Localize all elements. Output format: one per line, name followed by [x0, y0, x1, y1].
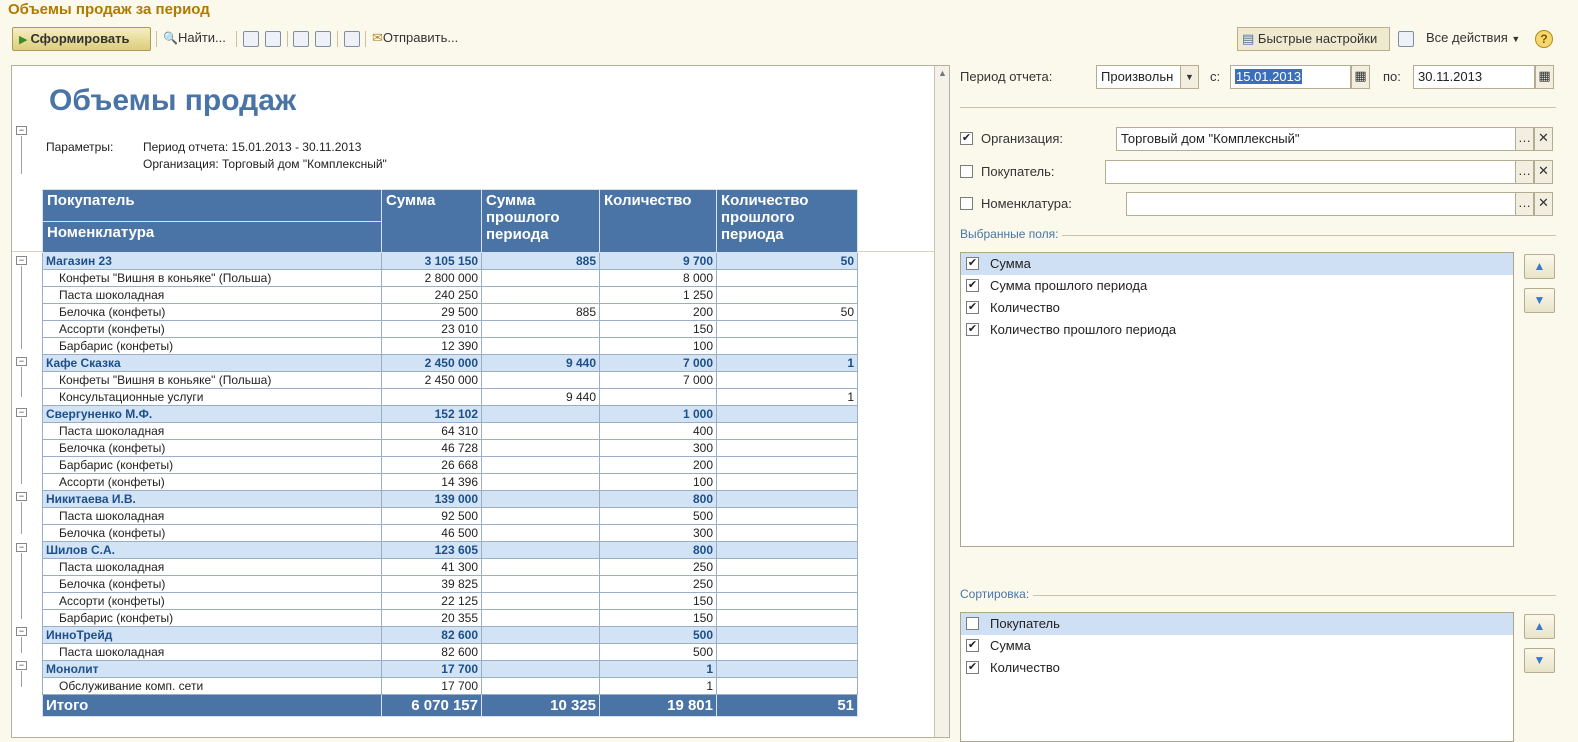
- gutter-line: [21, 266, 22, 349]
- selected-fields-list: [960, 252, 1514, 547]
- cell-qty-prev[interactable]: 1: [717, 389, 858, 406]
- cell-sum[interactable]: 152 102: [382, 406, 482, 423]
- cell-qty[interactable]: 9 700: [600, 253, 717, 270]
- toolbar-separator: [236, 31, 237, 47]
- cell-name[interactable]: Монолит: [43, 661, 382, 678]
- sort-field-row[interactable]: [961, 613, 1513, 635]
- cell-qty-prev[interactable]: [717, 406, 858, 423]
- collapse-header-icon[interactable]: −: [16, 126, 27, 135]
- selected-field-checkbox[interactable]: ✔: [967, 301, 978, 313]
- cell-qty[interactable]: 7 000: [600, 355, 717, 372]
- param-period: Период отчета: 15.01.2013 - 30.11.2013: [143, 140, 362, 154]
- save-icon[interactable]: [344, 31, 360, 47]
- cell-sum[interactable]: 29 500: [382, 304, 482, 321]
- detail-row[interactable]: [43, 593, 858, 610]
- buyer-checkbox[interactable]: [960, 165, 973, 178]
- group-row[interactable]: [43, 627, 858, 644]
- collapse-group-icon[interactable]: −: [16, 627, 27, 636]
- gutter-line: [21, 136, 22, 174]
- cell-qty[interactable]: 300: [600, 525, 717, 542]
- report-panel: [11, 65, 950, 738]
- col-header-sum-prev[interactable]: Сумма прошлого периода: [482, 190, 600, 253]
- buyer-clear-icon[interactable]: ✕: [1534, 160, 1553, 184]
- cell-qty[interactable]: 250: [600, 576, 717, 593]
- col-header-qty[interactable]: Количество: [600, 190, 717, 253]
- cell-qty[interactable]: 8 000: [600, 270, 717, 287]
- buyer-input[interactable]: [1105, 160, 1516, 184]
- detail-row[interactable]: [43, 457, 858, 474]
- cell-sum-prev[interactable]: [482, 576, 600, 593]
- cell-qty-prev[interactable]: [717, 644, 858, 661]
- cell-sum[interactable]: 2 450 000: [382, 372, 482, 389]
- org-checkbox[interactable]: ✔: [961, 132, 972, 144]
- params-label: Параметры:: [46, 140, 114, 154]
- detail-row[interactable]: [43, 508, 858, 525]
- detail-row[interactable]: [43, 423, 858, 440]
- cell-qty-prev[interactable]: [717, 661, 858, 678]
- cell-sum[interactable]: 39 825: [382, 576, 482, 593]
- cell-name[interactable]: Ассорти (конфеты): [43, 474, 382, 491]
- cell-sum-prev[interactable]: [482, 440, 600, 457]
- print-preview-icon[interactable]: [315, 31, 331, 47]
- cell-sum-prev[interactable]: [482, 644, 600, 661]
- cell-qty[interactable]: 800: [600, 491, 717, 508]
- sort-field-checkbox[interactable]: ✔: [967, 639, 978, 651]
- generate-button[interactable]: ▶ Сформировать: [12, 27, 151, 51]
- buyer-select-button[interactable]: …: [1515, 160, 1534, 184]
- cell-sum[interactable]: 22 125: [382, 593, 482, 610]
- sort-field-label: Сумма: [990, 638, 1031, 653]
- detail-row[interactable]: [43, 270, 858, 287]
- cell-qty[interactable]: 150: [600, 610, 717, 627]
- cell-name[interactable]: Паста шоколадная: [43, 559, 382, 576]
- section-divider: [960, 595, 1556, 596]
- org-clear-icon[interactable]: ✕: [1534, 127, 1553, 151]
- selected-field-checkbox[interactable]: ✔: [967, 257, 978, 269]
- toolbar-separator: [287, 31, 288, 47]
- cell-sum[interactable]: 17 700: [382, 678, 482, 695]
- cell-sum-prev[interactable]: 9 440: [482, 389, 600, 406]
- from-calendar-icon[interactable]: ▦: [1351, 65, 1370, 89]
- col-header-sum[interactable]: Сумма: [382, 190, 482, 253]
- cell-sum[interactable]: 17 700: [382, 661, 482, 678]
- selected-field-label: Количество: [990, 300, 1060, 315]
- cell-qty-prev[interactable]: 50: [717, 253, 858, 270]
- gutter-line: [21, 637, 22, 653]
- total-qty: 19 801: [600, 695, 717, 717]
- cell-qty-prev[interactable]: [717, 372, 858, 389]
- cell-name[interactable]: Свергуненко М.Ф.: [43, 406, 382, 423]
- cell-qty-prev[interactable]: [717, 440, 858, 457]
- all-actions-menu[interactable]: Все действия ▼: [1426, 30, 1521, 45]
- cell-name[interactable]: Кафе Сказка: [43, 355, 382, 372]
- to-date-input[interactable]: 30.11.2013: [1413, 65, 1535, 89]
- group-row[interactable]: [43, 542, 858, 559]
- collapse-group-icon[interactable]: −: [16, 492, 27, 501]
- cell-sum[interactable]: 12 390: [382, 338, 482, 355]
- collapse-group-icon[interactable]: −: [16, 408, 27, 417]
- cell-qty-prev[interactable]: [717, 678, 858, 695]
- cell-sum[interactable]: 20 355: [382, 610, 482, 627]
- selected-field-row[interactable]: [961, 297, 1513, 319]
- cell-qty[interactable]: 7 000: [600, 372, 717, 389]
- cell-sum-prev[interactable]: [482, 406, 600, 423]
- cell-qty-prev[interactable]: [717, 270, 858, 287]
- cell-qty-prev[interactable]: 1: [717, 355, 858, 372]
- cell-qty[interactable]: 500: [600, 644, 717, 661]
- cell-name[interactable]: Барбарис (конфеты): [43, 338, 382, 355]
- nomenclature-clear-icon[interactable]: ✕: [1534, 192, 1553, 216]
- collapse-group-icon[interactable]: −: [16, 661, 27, 670]
- cell-sum[interactable]: 2 450 000: [382, 355, 482, 372]
- detail-row[interactable]: [43, 321, 858, 338]
- nomenclature-label: Номенклатура:: [981, 196, 1072, 211]
- cell-qty[interactable]: 1: [600, 661, 717, 678]
- cell-qty-prev[interactable]: [717, 321, 858, 338]
- to-label: по:: [1383, 69, 1401, 84]
- detail-row[interactable]: [43, 525, 858, 542]
- cell-name[interactable]: Белочка (конфеты): [43, 525, 382, 542]
- cell-name[interactable]: Белочка (конфеты): [43, 440, 382, 457]
- cell-sum-prev[interactable]: [482, 627, 600, 644]
- toolbar-separator: [365, 31, 366, 47]
- cell-name[interactable]: Паста шоколадная: [43, 644, 382, 661]
- cell-qty[interactable]: 100: [600, 474, 717, 491]
- cell-sum[interactable]: 46 500: [382, 525, 482, 542]
- cell-sum[interactable]: 92 500: [382, 508, 482, 525]
- sort-move-up-icon[interactable]: ▲: [1524, 614, 1555, 639]
- help-icon[interactable]: ?: [1535, 30, 1553, 48]
- cell-name[interactable]: Ассорти (конфеты): [43, 321, 382, 338]
- cell-sum-prev[interactable]: [482, 610, 600, 627]
- cell-name[interactable]: Обслуживание комп. сети: [43, 678, 382, 695]
- gutter-line: [21, 671, 22, 687]
- play-icon: ▶: [19, 34, 28, 46]
- cell-sum-prev[interactable]: [482, 525, 600, 542]
- toolbar: [0, 26, 1578, 52]
- sort-field-checkbox[interactable]: ✔: [967, 661, 978, 673]
- col-header-nomenclature[interactable]: Номенклатура: [43, 222, 382, 253]
- group-row[interactable]: [43, 406, 858, 423]
- field-move-down-icon[interactable]: ▼: [1524, 288, 1555, 313]
- cell-qty[interactable]: 800: [600, 542, 717, 559]
- to-calendar-icon[interactable]: ▦: [1535, 65, 1554, 89]
- collapse-group-icon[interactable]: −: [16, 543, 27, 552]
- cell-qty[interactable]: 300: [600, 440, 717, 457]
- cell-qty[interactable]: 150: [600, 593, 717, 610]
- cell-qty[interactable]: 100: [600, 338, 717, 355]
- collapse-group-icon[interactable]: −: [16, 256, 27, 265]
- cell-name[interactable]: Белочка (конфеты): [43, 304, 382, 321]
- org-label: Организация:: [981, 131, 1064, 146]
- selected-field-row[interactable]: [961, 319, 1513, 341]
- cell-sum-prev[interactable]: [482, 287, 600, 304]
- selected-fields-title: Выбранные поля:: [960, 227, 1062, 241]
- detail-row[interactable]: [43, 610, 858, 627]
- cell-name[interactable]: Паста шоколадная: [43, 423, 382, 440]
- cell-qty[interactable]: 1: [600, 678, 717, 695]
- cell-name[interactable]: Паста шоколадная: [43, 508, 382, 525]
- cell-name[interactable]: Шилов С.А.: [43, 542, 382, 559]
- sort-fields-list: [960, 612, 1514, 742]
- param-organization: Организация: Торговый дом "Комплексный": [143, 157, 387, 171]
- cell-sum-prev[interactable]: 9 440: [482, 355, 600, 372]
- detail-row[interactable]: [43, 372, 858, 389]
- selected-field-label: Количество прошлого периода: [990, 322, 1177, 337]
- sort-field-label: Количество: [990, 660, 1060, 675]
- cell-qty-prev[interactable]: [717, 559, 858, 576]
- cell-sum[interactable]: 23 010: [382, 321, 482, 338]
- cell-sum[interactable]: 46 728: [382, 440, 482, 457]
- nomenclature-checkbox[interactable]: [960, 197, 973, 210]
- cell-sum[interactable]: 82 600: [382, 644, 482, 661]
- org-select-button[interactable]: …: [1515, 127, 1534, 151]
- cell-sum-prev[interactable]: [482, 321, 600, 338]
- total-label: Итого: [43, 695, 382, 717]
- cell-qty[interactable]: 500: [600, 508, 717, 525]
- cell-name[interactable]: Конфеты "Вишня в коньяке" (Польша): [43, 270, 382, 287]
- cell-qty[interactable]: 250: [600, 559, 717, 576]
- cell-sum-prev[interactable]: 885: [482, 253, 600, 270]
- cell-qty-prev[interactable]: [717, 287, 858, 304]
- print-icon[interactable]: [293, 31, 309, 47]
- selected-field-checkbox[interactable]: ✔: [967, 279, 978, 291]
- sort-field-row[interactable]: [961, 635, 1513, 657]
- quick-settings-button[interactable]: ▤ Быстрые настройки: [1237, 27, 1390, 51]
- detail-row[interactable]: [43, 389, 858, 406]
- report-settings-icon[interactable]: [1398, 31, 1414, 47]
- cell-sum[interactable]: [382, 389, 482, 406]
- sort-move-down-icon[interactable]: ▼: [1524, 648, 1555, 673]
- cell-name[interactable]: ИнноТрейд: [43, 627, 382, 644]
- detail-row[interactable]: [43, 304, 858, 321]
- cell-qty-prev[interactable]: [717, 491, 858, 508]
- period-type-dropdown[interactable]: [1180, 65, 1199, 89]
- cell-sum[interactable]: 2 800 000: [382, 270, 482, 287]
- sort-title: Сортировка:: [960, 587, 1033, 601]
- cell-qty-prev[interactable]: [717, 525, 858, 542]
- gutter-line: [21, 418, 22, 484]
- org-input[interactable]: Торговый дом "Комплексный": [1116, 127, 1516, 151]
- cell-sum-prev[interactable]: [482, 559, 600, 576]
- scroll-up-icon[interactable]: ▲: [938, 68, 947, 78]
- cell-sum[interactable]: 41 300: [382, 559, 482, 576]
- detail-row[interactable]: [43, 338, 858, 355]
- col-header-buyer[interactable]: Покупатель: [43, 190, 382, 222]
- envelope-icon: ✉: [372, 30, 383, 45]
- section-divider: [960, 107, 1556, 108]
- total-row: [43, 695, 858, 717]
- cell-name[interactable]: Магазин 23: [43, 253, 382, 270]
- group-row[interactable]: [43, 661, 858, 678]
- cell-name[interactable]: Барбарис (конфеты): [43, 457, 382, 474]
- sort-field-label: Покупатель: [990, 616, 1060, 631]
- cell-qty-prev[interactable]: [717, 593, 858, 610]
- cell-qty-prev[interactable]: [717, 508, 858, 525]
- report-table: [42, 189, 858, 717]
- cell-qty[interactable]: [600, 389, 717, 406]
- total-qty-prev: 51: [717, 695, 858, 717]
- cell-qty[interactable]: 400: [600, 423, 717, 440]
- field-move-up-icon[interactable]: ▲: [1524, 254, 1555, 279]
- cell-sum-prev[interactable]: [482, 338, 600, 355]
- settings-panel-icon: ▤: [1242, 31, 1255, 46]
- cell-qty[interactable]: 200: [600, 457, 717, 474]
- window-title: Объемы продаж за период: [8, 1, 210, 18]
- collapse-groups-icon[interactable]: [265, 31, 281, 47]
- selected-field-label: Сумма: [990, 256, 1031, 271]
- toolbar-separator: [337, 31, 338, 47]
- gutter-line: [21, 502, 22, 534]
- cell-qty-prev[interactable]: [717, 542, 858, 559]
- cell-qty-prev[interactable]: [717, 423, 858, 440]
- cell-sum-prev[interactable]: [482, 508, 600, 525]
- buyer-label: Покупатель:: [981, 164, 1055, 179]
- send-button[interactable]: ✉Отправить...: [372, 30, 459, 45]
- detail-row[interactable]: [43, 287, 858, 304]
- cell-sum[interactable]: 82 600: [382, 627, 482, 644]
- cell-name[interactable]: Никитаева И.В.: [43, 491, 382, 508]
- selected-field-row[interactable]: [961, 275, 1513, 297]
- group-row[interactable]: [43, 491, 858, 508]
- chevron-down-icon: ▼: [1511, 34, 1521, 44]
- cell-sum-prev[interactable]: [482, 423, 600, 440]
- cell-name[interactable]: Ассорти (конфеты): [43, 593, 382, 610]
- cell-qty[interactable]: 500: [600, 627, 717, 644]
- from-date-input[interactable]: 15.01.2013: [1230, 65, 1351, 89]
- detail-row[interactable]: [43, 678, 858, 695]
- detail-row[interactable]: [43, 474, 858, 491]
- cell-qty-prev[interactable]: [717, 627, 858, 644]
- report-scrollbar[interactable]: [934, 66, 950, 737]
- total-sum-prev: 10 325: [482, 695, 600, 717]
- nomenclature-select-button[interactable]: …: [1515, 192, 1534, 216]
- cell-sum-prev[interactable]: [482, 491, 600, 508]
- toolbar-separator: [156, 31, 157, 47]
- selected-field-row[interactable]: [961, 253, 1513, 275]
- cell-qty-prev[interactable]: [717, 610, 858, 627]
- cell-sum-prev[interactable]: [482, 542, 600, 559]
- find-button[interactable]: 🔍Найти...: [163, 30, 226, 45]
- cell-qty[interactable]: 1 250: [600, 287, 717, 304]
- col-header-qty-prev[interactable]: Количество прошлого периода: [717, 190, 858, 253]
- cell-sum-prev[interactable]: [482, 372, 600, 389]
- cell-name[interactable]: Конфеты "Вишня в коньяке" (Польша): [43, 372, 382, 389]
- cell-sum[interactable]: 3 105 150: [382, 253, 482, 270]
- cell-sum-prev[interactable]: [482, 270, 600, 287]
- cell-sum-prev[interactable]: [482, 457, 600, 474]
- cell-qty-prev[interactable]: [717, 576, 858, 593]
- detail-row[interactable]: [43, 440, 858, 457]
- from-label: с:: [1210, 69, 1221, 84]
- gutter-line: [21, 367, 22, 397]
- expand-groups-icon[interactable]: [243, 31, 259, 47]
- chevron-down-icon: ▼: [1185, 72, 1194, 82]
- report-body: [43, 253, 858, 695]
- group-row[interactable]: [43, 355, 858, 372]
- cell-sum[interactable]: 14 396: [382, 474, 482, 491]
- gutter-line: [21, 553, 22, 619]
- cell-qty-prev[interactable]: 50: [717, 304, 858, 321]
- detail-row[interactable]: [43, 559, 858, 576]
- cell-sum[interactable]: 123 605: [382, 542, 482, 559]
- cell-sum[interactable]: 26 668: [382, 457, 482, 474]
- cell-sum[interactable]: 139 000: [382, 491, 482, 508]
- group-row[interactable]: [43, 253, 858, 270]
- detail-row[interactable]: [43, 644, 858, 661]
- cell-name[interactable]: Консультационные услуги: [43, 389, 382, 406]
- cell-sum-prev[interactable]: [482, 678, 600, 695]
- sort-field-checkbox[interactable]: [966, 617, 979, 630]
- period-label: Период отчета:: [960, 69, 1053, 84]
- sort-field-row[interactable]: [961, 657, 1513, 679]
- cell-sum-prev[interactable]: [482, 661, 600, 678]
- selected-field-label: Сумма прошлого периода: [990, 278, 1148, 293]
- cell-sum-prev[interactable]: [482, 474, 600, 491]
- period-type-select[interactable]: Произвольн: [1096, 65, 1181, 89]
- cell-sum[interactable]: 240 250: [382, 287, 482, 304]
- cell-sum-prev[interactable]: [482, 593, 600, 610]
- cell-qty-prev[interactable]: [717, 457, 858, 474]
- group-gutter: [12, 66, 42, 737]
- cell-qty[interactable]: 150: [600, 321, 717, 338]
- collapse-group-icon[interactable]: −: [16, 357, 27, 366]
- cell-name[interactable]: Белочка (конфеты): [43, 576, 382, 593]
- cell-qty[interactable]: 1 000: [600, 406, 717, 423]
- cell-qty-prev[interactable]: [717, 474, 858, 491]
- selected-field-checkbox[interactable]: ✔: [967, 323, 978, 335]
- detail-row[interactable]: [43, 576, 858, 593]
- magnifier-icon: 🔍: [163, 31, 178, 45]
- cell-qty[interactable]: 200: [600, 304, 717, 321]
- cell-sum[interactable]: 64 310: [382, 423, 482, 440]
- cell-sum-prev[interactable]: 885: [482, 304, 600, 321]
- report-title: Объемы продаж: [49, 84, 297, 117]
- cell-name[interactable]: Барбарис (конфеты): [43, 610, 382, 627]
- nomenclature-input[interactable]: [1126, 192, 1516, 216]
- total-sum: 6 070 157: [382, 695, 482, 717]
- cell-qty-prev[interactable]: [717, 338, 858, 355]
- cell-name[interactable]: Паста шоколадная: [43, 287, 382, 304]
